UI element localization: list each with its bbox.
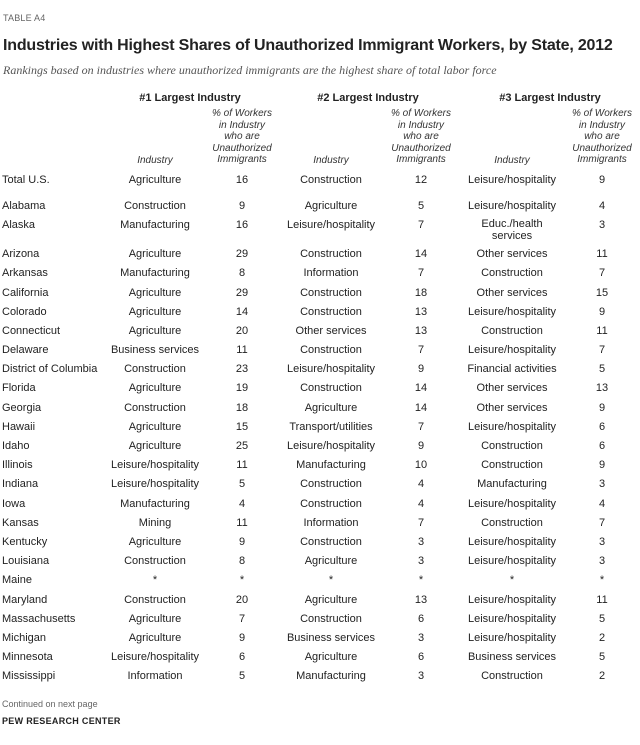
percent-3-cell: 9 xyxy=(598,459,606,471)
percent-3-cell: * xyxy=(599,574,605,586)
industry-2-cell: Construction xyxy=(300,248,362,260)
percent-2-cell: 10 xyxy=(414,459,428,471)
pct-header-3 xyxy=(567,108,637,166)
percent-2-cell: 4 xyxy=(417,498,425,510)
industry-1-cell: Agriculture xyxy=(128,382,182,394)
table-row xyxy=(0,324,640,338)
state-cell: Kentucky xyxy=(2,536,48,548)
continued-note: Continued on next page xyxy=(2,699,98,709)
percent-1-cell: 8 xyxy=(238,267,246,279)
table-label: TABLE A4 xyxy=(3,13,46,23)
percent-2-cell: 7 xyxy=(417,517,425,529)
industry-1-cell: Agriculture xyxy=(128,174,182,186)
percent-3-cell: 4 xyxy=(598,498,606,510)
percent-1-cell: * xyxy=(239,574,245,586)
industry-1-cell: Information xyxy=(127,670,183,682)
state-cell: Minnesota xyxy=(2,651,53,663)
industry-1-cell: Leisure/hospitality xyxy=(110,478,200,490)
industry-1-cell: Agriculture xyxy=(128,536,182,548)
group-header-1: #1 Largest Industry xyxy=(139,92,241,104)
pct-header-line: in Industry xyxy=(397,119,445,131)
table-row xyxy=(0,420,640,434)
industry-2-cell: Agriculture xyxy=(304,555,358,567)
industry-3-cell: Leisure/hospitality xyxy=(467,498,557,510)
percent-2-cell: 3 xyxy=(417,632,425,644)
table-row xyxy=(0,173,640,187)
industry-1-cell: Leisure/hospitality xyxy=(110,651,200,663)
industry-2-cell: Leisure/hospitality xyxy=(286,219,376,231)
industry-1-cell: Construction xyxy=(124,555,186,567)
percent-1-cell: 5 xyxy=(238,670,246,682)
table-row xyxy=(0,381,640,395)
state-cell: Total U.S. xyxy=(2,174,50,186)
industry-1-cell: Agriculture xyxy=(128,248,182,260)
state-cell: Colorado xyxy=(2,306,47,318)
pct-header-line: who are xyxy=(224,131,260,142)
state-cell: Kansas xyxy=(2,517,39,529)
percent-2-cell: 7 xyxy=(417,219,425,231)
percent-1-cell: 4 xyxy=(238,498,246,510)
industry-2-cell: Information xyxy=(303,267,359,279)
industry-2-cell: Construction xyxy=(300,536,362,548)
state-cell: Arizona xyxy=(2,248,40,260)
source-credit: PEW RESEARCH CENTER xyxy=(2,716,121,726)
state-cell: Delaware xyxy=(2,344,49,356)
table-row xyxy=(0,631,640,645)
percent-3-cell: 11 xyxy=(596,325,608,337)
table-row xyxy=(0,199,640,213)
percent-2-cell: * xyxy=(418,574,424,586)
industry-3-cell: Leisure/hospitality xyxy=(467,344,557,356)
state-cell: District of Columbia xyxy=(2,363,98,375)
industry-3-cell: Other services xyxy=(476,402,548,414)
percent-2-cell: 18 xyxy=(414,287,428,299)
industry-2-cell: Agriculture xyxy=(304,200,358,212)
percent-2-cell: 12 xyxy=(414,174,428,186)
pct-header-line: who are xyxy=(584,131,620,142)
industry-3-cell: Manufacturing xyxy=(477,478,547,490)
industry-2-cell: Agriculture xyxy=(304,402,358,414)
state-cell: Alaska xyxy=(2,219,36,231)
industry-3-cell: Leisure/hospitality xyxy=(467,594,557,606)
percent-1-cell: 6 xyxy=(238,651,246,663)
percent-3-cell: 6 xyxy=(598,421,606,433)
industry-3-cell: Construction xyxy=(481,267,543,279)
industry-1-cell: Agriculture xyxy=(128,421,182,433)
percent-2-cell: 3 xyxy=(417,555,425,567)
percent-1-cell: 16 xyxy=(235,219,249,231)
percent-2-cell: 7 xyxy=(417,421,425,433)
industry-3-cell: Leisure/hospitality xyxy=(467,174,557,186)
table-row xyxy=(0,516,640,530)
state-cell: Maine xyxy=(2,574,32,586)
state-cell: Mississippi xyxy=(2,670,56,682)
percent-3-cell: 7 xyxy=(598,344,606,356)
table-row xyxy=(0,305,640,319)
industry-2-cell: Construction xyxy=(300,306,362,318)
industry-1-cell: Business services xyxy=(110,344,200,356)
pct-header-line: in Industry xyxy=(578,119,626,131)
industry-2-cell: Business services xyxy=(286,632,376,644)
state-cell: Florida xyxy=(2,382,36,394)
percent-2-cell: 14 xyxy=(414,248,428,260)
industry-1-cell: Construction xyxy=(124,402,186,414)
state-cell: Arkansas xyxy=(2,267,48,279)
percent-2-cell: 3 xyxy=(417,670,425,682)
industry-3-cell: * xyxy=(509,574,515,586)
industry-2-cell: Manufacturing xyxy=(296,459,366,471)
industry-1-cell: Construction xyxy=(124,594,186,606)
percent-2-cell: 7 xyxy=(417,344,425,356)
percent-3-cell: 9 xyxy=(598,402,606,414)
industry-2-cell: Agriculture xyxy=(304,651,358,663)
industry-1-cell: Agriculture xyxy=(128,613,182,625)
industry-1-cell: Construction xyxy=(124,200,186,212)
industry-1-cell: Leisure/hospitality xyxy=(110,459,200,471)
table-row xyxy=(0,343,640,357)
pct-header-line: Immigrants xyxy=(217,154,267,165)
state-cell: Georgia xyxy=(2,402,42,414)
state-cell: Connecticut xyxy=(2,325,61,337)
percent-1-cell: 29 xyxy=(235,248,249,260)
table-row xyxy=(0,669,640,683)
table-row xyxy=(0,477,640,491)
percent-1-cell: 8 xyxy=(238,555,246,567)
percent-1-cell: 11 xyxy=(236,459,248,471)
percent-3-cell: 9 xyxy=(598,174,606,186)
state-cell: Michigan xyxy=(2,632,47,644)
industry-2-cell: Leisure/hospitality xyxy=(286,440,376,452)
group-header-3: #3 Largest Industry xyxy=(499,92,601,104)
percent-2-cell: 6 xyxy=(417,651,425,663)
table-row xyxy=(0,458,640,472)
percent-3-cell: 2 xyxy=(598,632,606,644)
pct-header-1 xyxy=(207,108,277,166)
percent-1-cell: 9 xyxy=(238,632,246,644)
percent-2-cell: 7 xyxy=(417,267,425,279)
percent-3-cell: 5 xyxy=(598,363,606,375)
percent-1-cell: 11 xyxy=(236,344,248,356)
group-header-2: #2 Largest Industry xyxy=(317,92,419,104)
industry-3-cell: Construction xyxy=(481,517,543,529)
pct-header-2 xyxy=(386,108,456,166)
percent-3-cell: 11 xyxy=(596,248,608,260)
percent-1-cell: 29 xyxy=(235,287,249,299)
percent-2-cell: 6 xyxy=(417,613,425,625)
table-row xyxy=(0,554,640,568)
percent-1-cell: 14 xyxy=(235,306,249,318)
industry-2-cell: Manufacturing xyxy=(296,670,366,682)
industry-3-cell: Educ./health services xyxy=(481,218,543,242)
pct-header-line: who are xyxy=(403,131,439,142)
percent-2-cell: 5 xyxy=(417,200,425,212)
industry-2-cell: Transport/utilities xyxy=(289,421,373,433)
percent-3-cell: 5 xyxy=(598,613,606,625)
industry-3-cell: Construction xyxy=(481,325,543,337)
percent-1-cell: 20 xyxy=(235,325,249,337)
percent-3-cell: 3 xyxy=(598,555,606,567)
percent-1-cell: 5 xyxy=(238,478,246,490)
pct-header-line: Unauthorized xyxy=(212,142,272,154)
table-row xyxy=(0,650,640,664)
table-row xyxy=(0,401,640,415)
percent-2-cell: 13 xyxy=(414,594,428,606)
percent-3-cell: 11 xyxy=(596,594,608,606)
table-row xyxy=(0,593,640,607)
industry-2-cell: Construction xyxy=(300,478,362,490)
industry-1-cell: Agriculture xyxy=(128,325,182,337)
industry-1-cell: Manufacturing xyxy=(120,219,190,231)
percent-1-cell: 9 xyxy=(238,536,246,548)
percent-1-cell: 7 xyxy=(238,613,246,625)
state-cell: Maryland xyxy=(2,594,48,606)
percent-1-cell: 19 xyxy=(235,382,249,394)
state-cell: Hawaii xyxy=(2,421,36,433)
industry-2-cell: Agriculture xyxy=(304,594,358,606)
table-row xyxy=(0,612,640,626)
industry-3-cell: Other services xyxy=(476,382,548,394)
percent-1-cell: 18 xyxy=(235,402,249,414)
pct-header-line: Unauthorized xyxy=(572,142,632,154)
industry-1-cell: Construction xyxy=(124,363,186,375)
percent-1-cell: 11 xyxy=(236,517,248,529)
table-row xyxy=(0,439,640,453)
state-cell: Alabama xyxy=(2,200,46,212)
industry-3-cell: Construction xyxy=(481,670,543,682)
percent-1-cell: 15 xyxy=(235,421,249,433)
industry-3-cell: Leisure/hospitality xyxy=(467,306,557,318)
percent-1-cell: 25 xyxy=(235,440,249,452)
percent-2-cell: 13 xyxy=(414,325,428,337)
industry-2-cell: Construction xyxy=(300,344,362,356)
table-row xyxy=(0,286,640,300)
industry-1-cell: Agriculture xyxy=(128,306,182,318)
industry-3-cell: Other services xyxy=(476,248,548,260)
pct-header-line: % of Workers xyxy=(571,108,632,119)
percent-2-cell: 9 xyxy=(417,440,425,452)
state-cell: Louisiana xyxy=(2,555,50,567)
industry-1-cell: Agriculture xyxy=(128,632,182,644)
percent-3-cell: 7 xyxy=(598,267,606,279)
industry-2-cell: Leisure/hospitality xyxy=(286,363,376,375)
industry-3-cell: Leisure/hospitality xyxy=(467,632,557,644)
industry-2-cell: Construction xyxy=(300,174,362,186)
table-row xyxy=(0,573,640,587)
percent-1-cell: 9 xyxy=(238,200,246,212)
industry-2-cell: Construction xyxy=(300,613,362,625)
pct-header-line: Immigrants xyxy=(396,154,446,165)
state-cell: Indiana xyxy=(2,478,39,490)
table-row xyxy=(0,497,640,511)
state-cell: Iowa xyxy=(2,498,26,510)
pct-header-line: % of Workers xyxy=(390,108,451,119)
percent-3-cell: 5 xyxy=(598,651,606,663)
percent-3-cell: 7 xyxy=(598,517,606,529)
industry-header-1: Industry xyxy=(137,155,173,166)
percent-2-cell: 4 xyxy=(417,478,425,490)
percent-3-cell: 3 xyxy=(598,536,606,548)
industry-2-cell: Other services xyxy=(295,325,367,337)
industry-1-cell: Manufacturing xyxy=(120,267,190,279)
industry-3-cell: Leisure/hospitality xyxy=(467,536,557,548)
percent-3-cell: 6 xyxy=(598,440,606,452)
industry-3-cell: Leisure/hospitality xyxy=(467,555,557,567)
pct-header-line: % of Workers xyxy=(211,108,272,119)
percent-2-cell: 13 xyxy=(414,306,428,318)
percent-2-cell: 3 xyxy=(417,536,425,548)
industry-2-cell: Construction xyxy=(300,382,362,394)
industry-2-cell: Construction xyxy=(300,498,362,510)
industry-1-cell: Mining xyxy=(138,517,172,529)
percent-3-cell: 4 xyxy=(598,200,606,212)
table-row xyxy=(0,362,640,376)
pct-header-line: Immigrants xyxy=(577,154,627,165)
table-row xyxy=(0,266,640,280)
industry-2-cell: Construction xyxy=(300,287,362,299)
percent-3-cell: 3 xyxy=(598,219,606,231)
industry-1-cell: Manufacturing xyxy=(120,498,190,510)
industry-2-cell: Information xyxy=(303,517,359,529)
percent-3-cell: 9 xyxy=(598,306,606,318)
industry-3-cell: Financial activities xyxy=(467,363,557,375)
percent-2-cell: 14 xyxy=(414,382,428,394)
state-cell: Idaho xyxy=(2,440,30,452)
percent-3-cell: 2 xyxy=(598,670,606,682)
percent-3-cell: 3 xyxy=(598,478,606,490)
industry-3-cell: Leisure/hospitality xyxy=(467,421,557,433)
industry-3-cell: Business services xyxy=(467,651,557,663)
state-cell: Illinois xyxy=(2,459,33,471)
table-row xyxy=(0,247,640,261)
page-subtitle: Rankings based on industries where unauthorized immigrants are the highest share of total labor force xyxy=(3,63,497,77)
industry-1-cell: * xyxy=(152,574,158,586)
percent-2-cell: 14 xyxy=(414,402,428,414)
industry-3-cell: Leisure/hospitality xyxy=(467,200,557,212)
pct-header-line: in Industry xyxy=(218,119,266,131)
industry-3-cell: Construction xyxy=(481,440,543,452)
percent-2-cell: 9 xyxy=(417,363,425,375)
page-title: Industries with Highest Shares of Unauthorized Immigrant Workers, by State, 2012 xyxy=(3,37,613,54)
percent-3-cell: 13 xyxy=(595,382,609,394)
industry-3-cell: Other services xyxy=(476,287,548,299)
industry-2-cell: * xyxy=(328,574,334,586)
table-row xyxy=(0,218,640,242)
percent-3-cell: 15 xyxy=(595,287,609,299)
industry-3-cell: Leisure/hospitality xyxy=(467,613,557,625)
industry-1-cell: Agriculture xyxy=(128,440,182,452)
percent-1-cell: 20 xyxy=(235,594,249,606)
table-row xyxy=(0,535,640,549)
percent-1-cell: 23 xyxy=(235,363,249,375)
industry-3-cell: Construction xyxy=(481,459,543,471)
industry-header-3: Industry xyxy=(494,155,530,166)
industry-1-cell: Agriculture xyxy=(128,287,182,299)
state-cell: Massachusetts xyxy=(2,613,76,625)
industry-header-2: Industry xyxy=(313,155,349,166)
percent-1-cell: 16 xyxy=(235,174,249,186)
state-cell: California xyxy=(2,287,49,299)
pct-header-line: Unauthorized xyxy=(391,142,451,154)
